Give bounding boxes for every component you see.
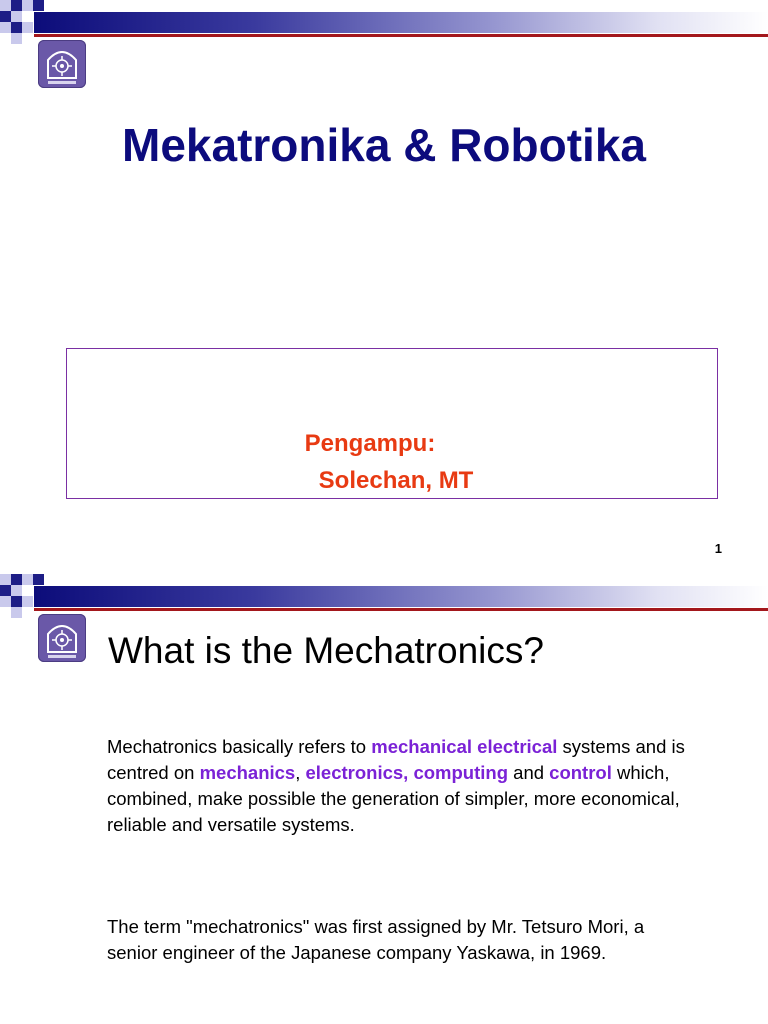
header-square bbox=[11, 11, 22, 22]
header-square bbox=[11, 0, 22, 11]
lecturer-name: Solechan, MT bbox=[318, 467, 474, 494]
text-run: which, combined, make possible the generation of simpler, more economical, reliable and versatile systems. bbox=[107, 762, 680, 835]
header-square bbox=[0, 11, 11, 22]
university-logo-icon bbox=[38, 614, 86, 662]
header-square bbox=[11, 574, 22, 585]
history-paragraph: The term "mechatronics" was first assigned by Mr. Tetsuro Mori, a senior engineer of the Japanese company Yaskawa, in 1969. bbox=[107, 916, 645, 963]
header-red-line bbox=[34, 34, 768, 37]
university-logo-icon bbox=[38, 40, 86, 88]
text-run: Mechatronics basically refers to bbox=[107, 736, 372, 757]
header-square bbox=[11, 596, 22, 607]
header-square bbox=[11, 22, 22, 33]
slide-title: What is the Mechatronics? bbox=[108, 630, 544, 671]
header-square bbox=[33, 574, 44, 585]
header-square bbox=[11, 585, 22, 596]
definition-paragraph bbox=[107, 734, 687, 838]
highlight-term: mechanical electrical bbox=[371, 736, 558, 757]
header-square bbox=[33, 0, 44, 11]
text-run: systems and is centred on bbox=[107, 736, 685, 783]
header-gradient-bar bbox=[34, 12, 768, 33]
highlight-term: mechanics bbox=[199, 762, 296, 783]
text-run: , bbox=[295, 762, 306, 783]
slide-2 bbox=[0, 574, 768, 1024]
header-square bbox=[22, 0, 33, 11]
header-red-line bbox=[34, 608, 768, 611]
header-square bbox=[11, 607, 22, 618]
page-number: 1 bbox=[714, 541, 722, 556]
header-square bbox=[0, 596, 11, 607]
header-square bbox=[0, 22, 11, 33]
header-square bbox=[0, 585, 11, 596]
header-square bbox=[22, 22, 33, 33]
header-gradient-bar bbox=[34, 586, 768, 607]
header-square bbox=[22, 574, 33, 585]
header-square bbox=[0, 574, 11, 585]
lecturer-label: Pengampu: bbox=[304, 430, 436, 457]
highlight-term: control bbox=[549, 762, 612, 783]
text-run: and bbox=[508, 762, 550, 783]
header-square bbox=[11, 33, 22, 44]
header-square bbox=[22, 596, 33, 607]
slide-title: Mekatronika & Robotika bbox=[122, 119, 646, 171]
highlight-term: electronics, bbox=[305, 762, 409, 783]
header-square bbox=[0, 0, 11, 11]
highlight-term: computing bbox=[413, 762, 509, 783]
